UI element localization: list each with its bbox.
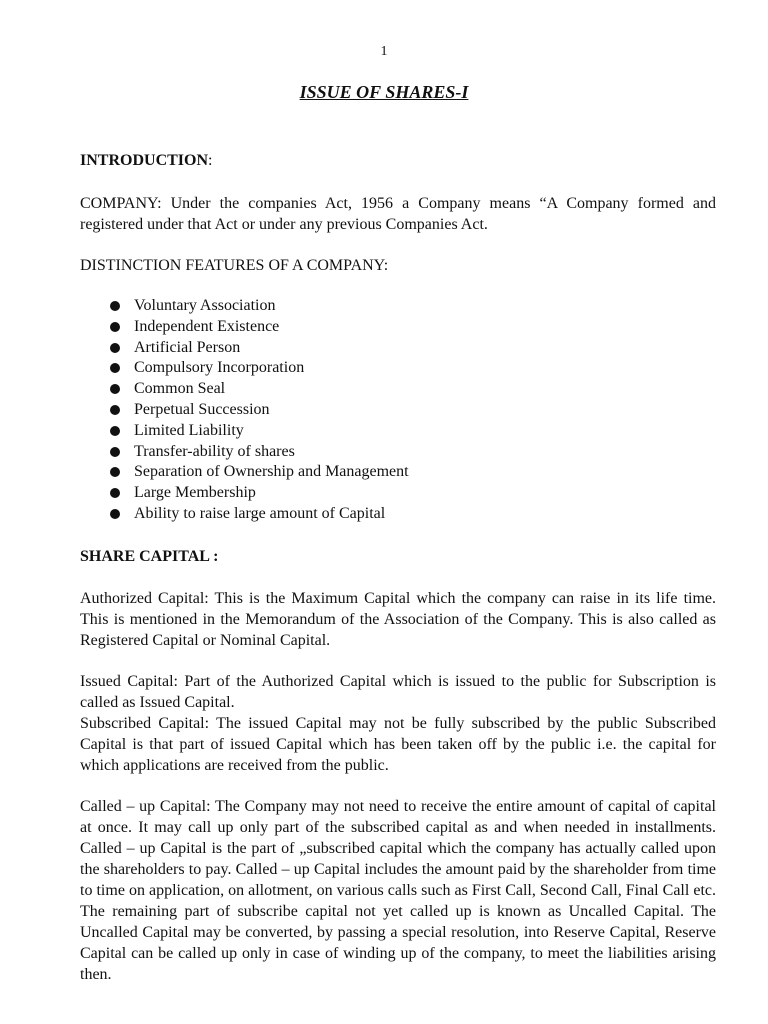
called-up-capital-paragraph: Called – up Capital: The Company may not need to receive the entire amount of capital of capital at once. It may call up only part of the subscribed capital as and when needed in installments. Called – up Capital is the part of „subscribed capital which the company has actually called upon the shareholders to pay. Called – up Capital includes the amount paid by the shareholder from time to time on application, on allotment, on various calls such as First Call, Second Call, Final Call etc. The remaining part of subscribe capital not yet called up is known as Uncalled Capital. The Uncalled Capital may be converted, by passing a special resolution, into Reserve Capital, Reserve Capital can be called up only in case of winding up of the company, to meet the liabilities arising then. <box>80 798 716 983</box>
list-item-label: Ability to raise large amount of Capital <box>134 504 386 522</box>
list-item <box>80 483 409 504</box>
list-item <box>80 379 409 400</box>
list-item-label: Perpetual Succession <box>134 400 270 418</box>
bullet-icon <box>110 447 120 457</box>
introduction-heading-text: INTRODUCTION <box>80 152 209 169</box>
list-item <box>80 358 409 379</box>
list-item-label: Limited Liability <box>134 421 244 439</box>
bullet-icon <box>110 509 120 519</box>
bullet-icon <box>110 384 120 394</box>
bullet-icon <box>110 301 120 311</box>
introduction-heading <box>80 150 716 171</box>
document-title: ISSUE OF SHARES-I <box>299 82 469 102</box>
features-list <box>80 296 409 525</box>
bullet-icon <box>110 467 120 477</box>
list-item <box>80 296 409 317</box>
list-item <box>80 400 409 421</box>
list-item <box>80 338 409 359</box>
list-item-label: Transfer-ability of shares <box>134 442 295 460</box>
share-capital-heading: SHARE CAPITAL : <box>80 548 219 565</box>
list-item-label: Voluntary Association <box>134 297 276 314</box>
list-item <box>80 504 409 525</box>
issued-capital-paragraph: Issued Capital: Part of the Authorized Capital which is issued to the public for Subscription is called as Issued Capital. <box>80 673 716 711</box>
subscribed-capital-paragraph: Subscribed Capital: The issued Capital may not be fully subscribed by the public Subscribed Capital is that part of issued Capital which has been taken off by the public i.e. the capital for which applications are received from the public. <box>80 715 716 774</box>
company-definition-paragraph: COMPANY: Under the companies Act, 1956 a Company means “A Company formed and registered under that Act or under any previous Companies Act. <box>80 195 716 233</box>
bullet-icon <box>110 363 120 373</box>
bullet-icon <box>110 322 120 332</box>
bullet-icon <box>110 488 120 498</box>
introduction-heading-colon: : <box>208 152 213 169</box>
list-item <box>80 421 409 442</box>
list-item <box>80 462 409 483</box>
list-item-label: Separation of Ownership and Management <box>134 463 409 481</box>
distinction-features-heading: DISTINCTION FEATURES OF A COMPANY: <box>80 257 389 274</box>
list-item-label: Compulsory Incorporation <box>134 359 305 377</box>
bullet-icon <box>110 405 120 415</box>
bullet-icon <box>110 343 120 353</box>
authorized-capital-paragraph: Authorized Capital: This is the Maximum Capital which the company can raise in its life time. This is mentioned in the Memorandum of the Association of the Company. This is also called as Registered Capital or Nominal Capital. <box>80 590 716 649</box>
list-item-label: Artificial Person <box>134 338 241 356</box>
list-item-label: Independent Existence <box>134 317 280 335</box>
page-number: 1 <box>380 44 388 59</box>
bullet-icon <box>110 426 120 436</box>
list-item-label: Common Seal <box>134 380 226 398</box>
list-item <box>80 317 409 338</box>
list-item <box>80 442 409 463</box>
list-item-label: Large Membership <box>134 484 256 502</box>
